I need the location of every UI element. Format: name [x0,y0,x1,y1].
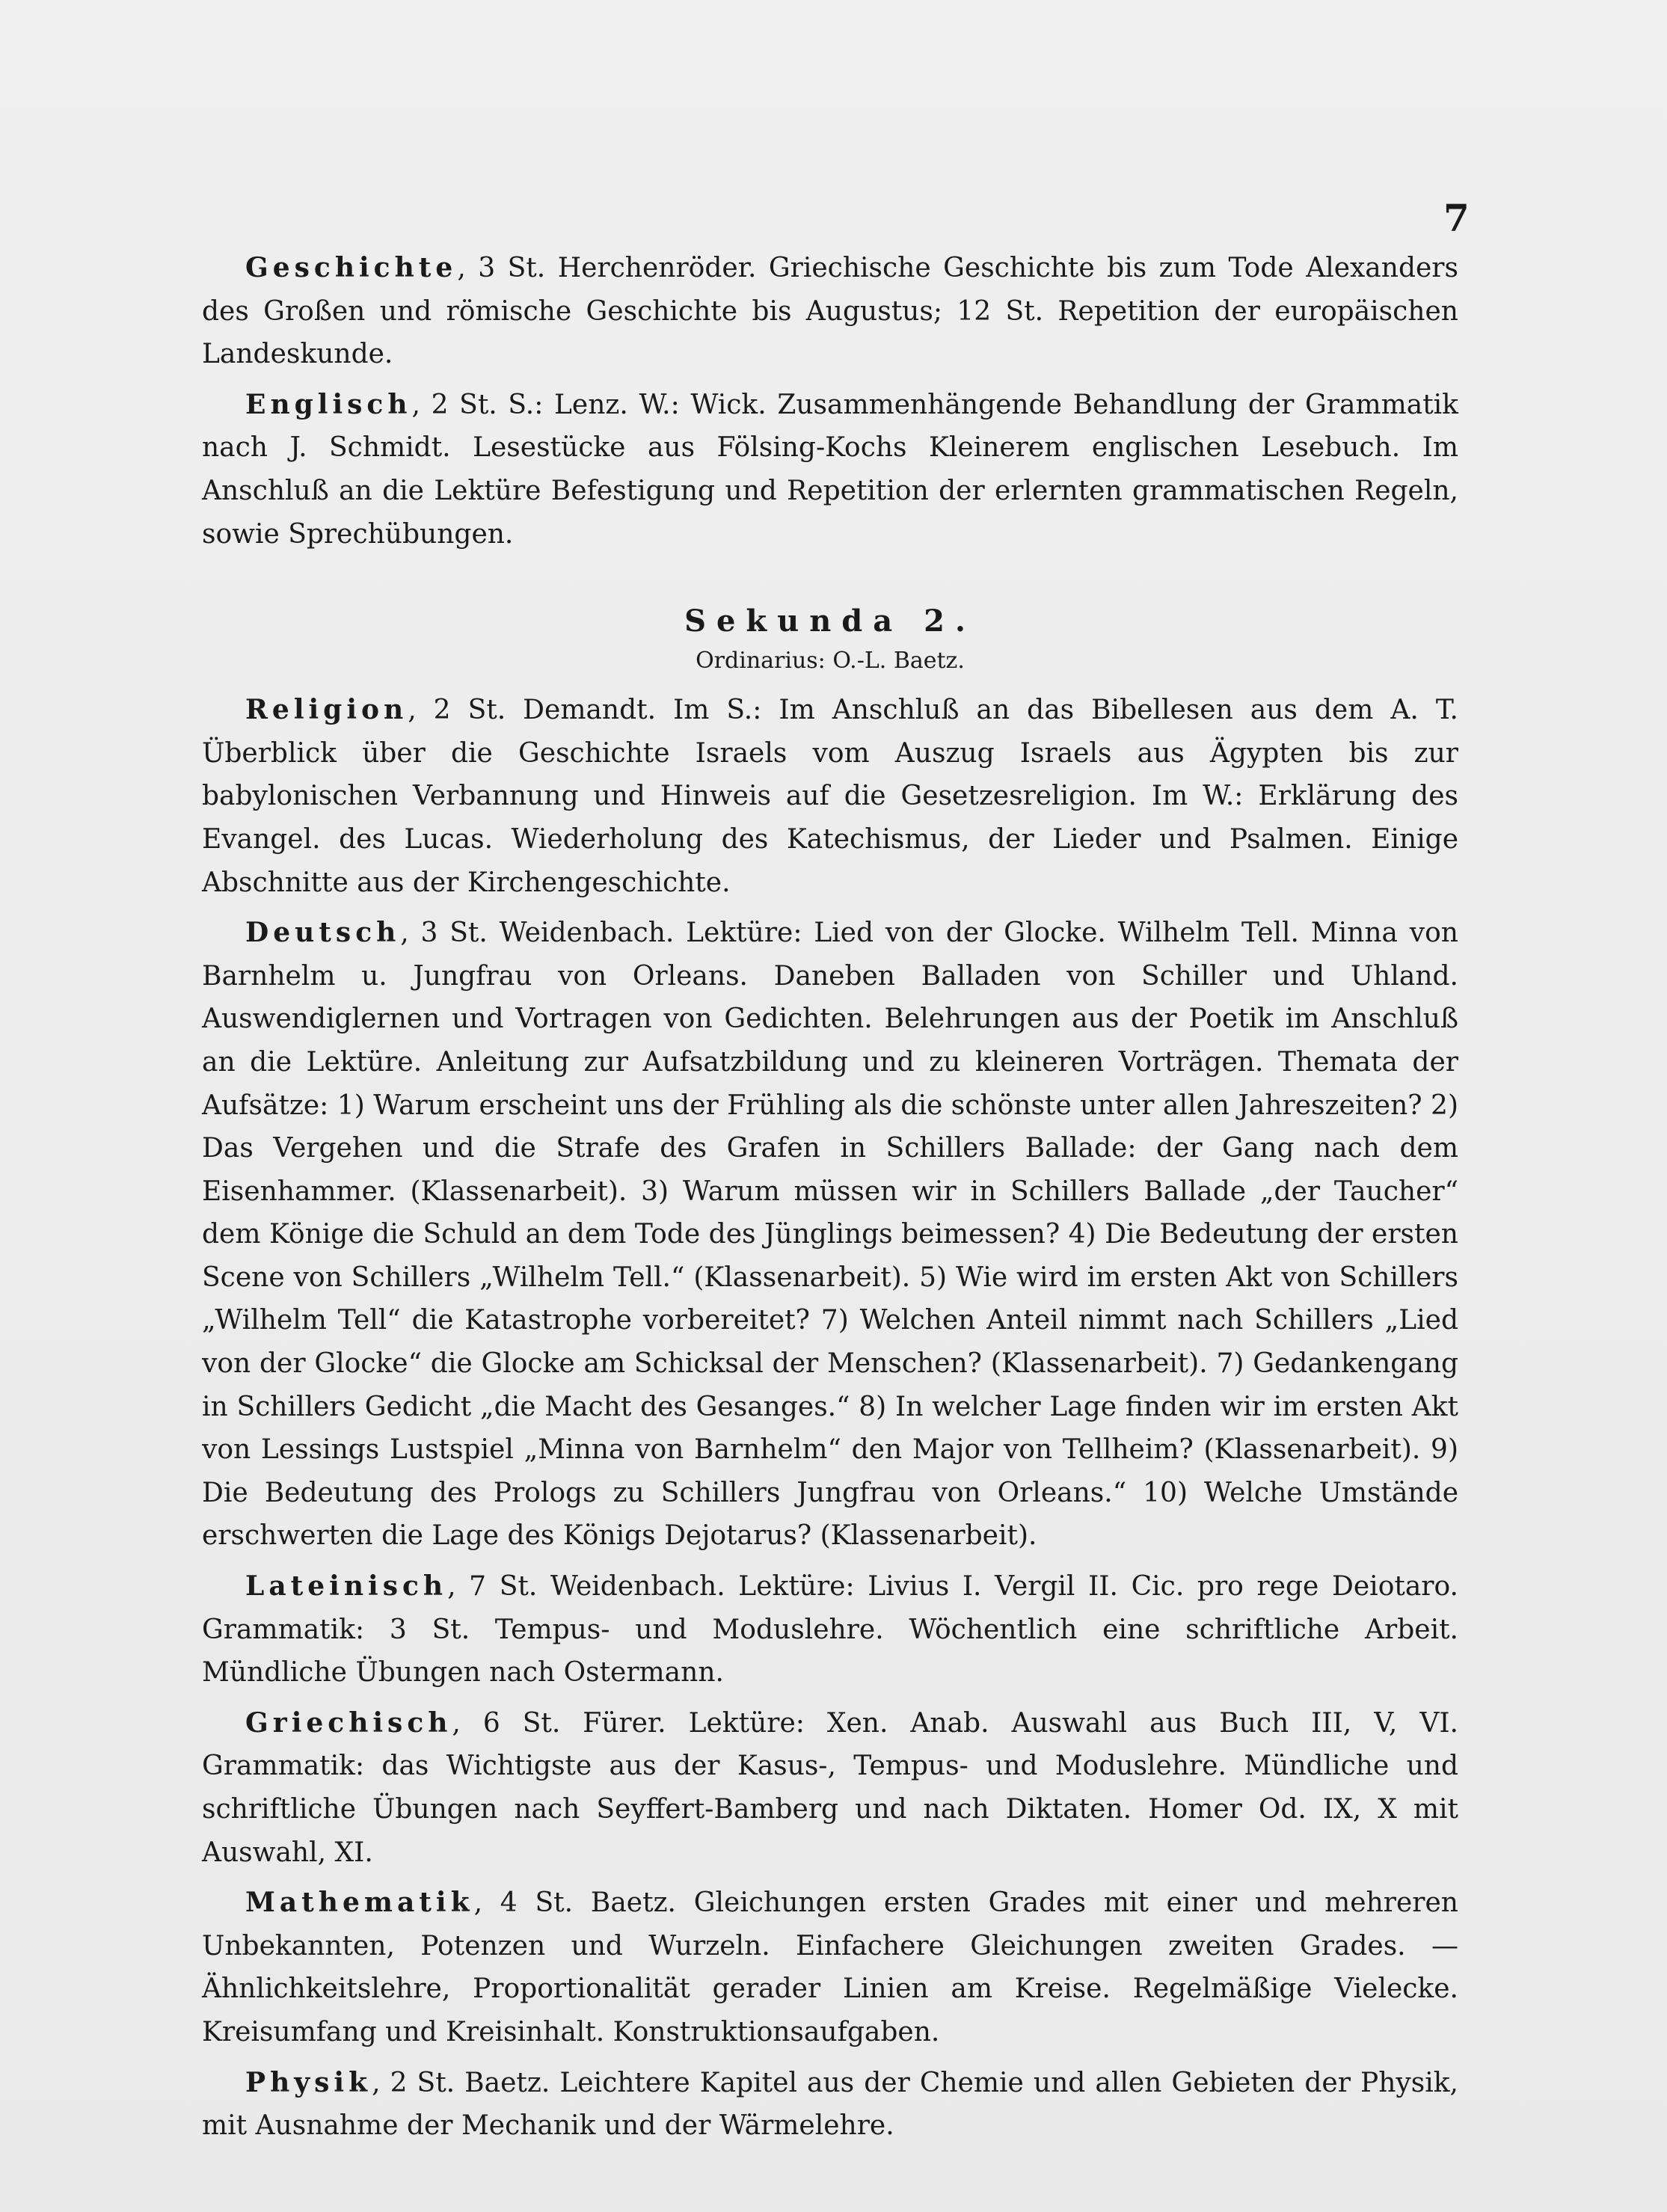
subject-label: Griechisch [245,1706,452,1739]
paragraph-lateinisch [202,1565,1458,1695]
section-ordinarius: Ordinarius: O.-L. Baetz. [696,648,965,675]
subject-label: Religion [245,694,408,726]
subject-label: Geschichte [245,252,458,283]
page-number: 7 [1443,196,1470,240]
paragraph-text: , 4 St. Baetz. Gleichungen ersten Grades mit einer und mehreren Unbekannten, Potenzen und Wurzeln. Einfachere Gleichungen zweiten Grades. — Ähnlichkeitslehre, Proportionalität gerader Linien am Kreise. Regelmäßige Vielecke. Kreisumfang und Kreisinhalt. Konstruktionsaufgaben. [202,1887,1458,2047]
paragraph-text: , 3 St. Herchenröder. Griechische Geschichte bis zum Tode Alexanders des Großen und römische Geschichte bis Augustus; 12 St. Repetition der europäischen Landeskunde. [202,253,1458,370]
subject-label: Physik [245,2066,372,2098]
paragraph-englisch [202,384,1458,556]
paragraph-text: , 2 St. Baetz. Leichtere Kapitel aus der Chemie und allen Gebieten der Physik, mit Ausnahme der Mechanik und der Wärmelehre. [202,2067,1458,2142]
page-body [202,247,1458,2155]
paragraph-physik [202,2062,1458,2148]
paragraph-text: , 3 St. Weidenbach. Lektüre: Lied von der Glocke. Wilhelm Tell. Minna von Barnhelm u. Jungfrau von Orleans. Daneben Balladen von Schiller und Uhland. Auswendiglernen und Vortragen von Gedichten. Belehrungen aus der Poetik im Anschluß an die Lektüre. Anleitung zur Aufsatzbildung und zu kleineren Vorträgen. Themata der Aufsätze: 1) Warum erscheint uns der Frühling als die schönste unter allen Jahreszeiten? 2) Das Vergehen und die Strafe des Grafen in Schillers Ballade: der Gang nach dem Eisenhammer. (Klassenarbeit). 3) Warum müssen wir in Schillers Ballade „der Taucher“ dem Könige die Schuld an dem Tode des Jünglings beimessen? 4) Die Bedeutung der ersten Scene von Schillers „Wilhelm Tell.“ (Klassenarbeit). 5) Wie wird im ersten Akt von Schillers „Wilhelm Tell“ die Katastrophe vorbereitet? 7) Welchen Anteil nimmt nach Schillers „Lied von der Glocke“ die Glocke am Schicksal der Menschen? (Klassenarbeit). 7) Gedankengang in Schillers Gedicht „die Macht des Gesanges.“ 8) In welcher Lage finden wir im ersten Akt von Lessings Lustspiel „Minna von Barnhelm“ den Major von Tellheim? (Klassenarbeit). 9) Die Bedeutung des Prologs zu Schillers Jungfrau von Orleans.“ 10) Welche Umstände erschwerten die Lage des Königs Dejotarus? (Klassenarbeit). [202,918,1458,1552]
paragraph-text: , 7 St. Weidenbach. Lektüre: Livius I. Vergil II. Cic. pro rege Deiotaro. Grammatik: 3 St. Tempus- und Moduslehre. Wöchentlich eine schriftliche Arbeit. Mündliche Übungen nach Ostermann. [202,1571,1458,1689]
paragraph-text: , 2 St. Demandt. Im S.: Im Anschluß an das Bibellesen aus dem A. T. Überblick über die Geschichte Israels vom Auszug Israels aus Ägypten bis zur babylonischen Verbannung und Hinweis auf die Gesetzesreligion. Im W.: Erklärung des Evangel. des Lucas. Wiederholung des Katechismus, der Lieder und Psalmen. Einige Abschnitte aus der Kirchengeschichte. [202,695,1458,898]
paragraph-geschichte [202,247,1458,376]
subject-label: Englisch [245,388,412,420]
subject-label: Deutsch [245,917,401,949]
paragraph-text: , 6 St. Fürer. Lektüre: Xen. Anab. Auswahl aus Buch III, V, VI. Grammatik: das Wichtigste aus der Kasus-, Tempus- und Moduslehre. Mündliche und schriftliche Übungen nach Seyffert-Bamberg und nach Diktaten. Homer Od. IX, X mit Auswahl, XI. [202,1707,1458,1868]
paragraph-griechisch [202,1702,1458,1874]
subject-label: Lateinisch [245,1570,448,1603]
paragraph-text: , 2 St. S.: Lenz. W.: Wick. Zusammenhängende Behandlung der Grammatik nach J. Schmidt. Lesestücke aus Fölsing-Kochs Kleinerem englischen Lesebuch. Im Anschluß an die Lektüre Befestigung und Repetition der erlernten grammatischen Regeln, sowie Sprechübungen. [202,389,1458,550]
section-heading: Sekunda 2. [684,603,976,639]
paragraph-deutsch [202,912,1458,1558]
paragraph-mathematik [202,1881,1458,2053]
subject-label: Mathematik [245,1887,474,1919]
paragraph-religion [202,689,1458,904]
